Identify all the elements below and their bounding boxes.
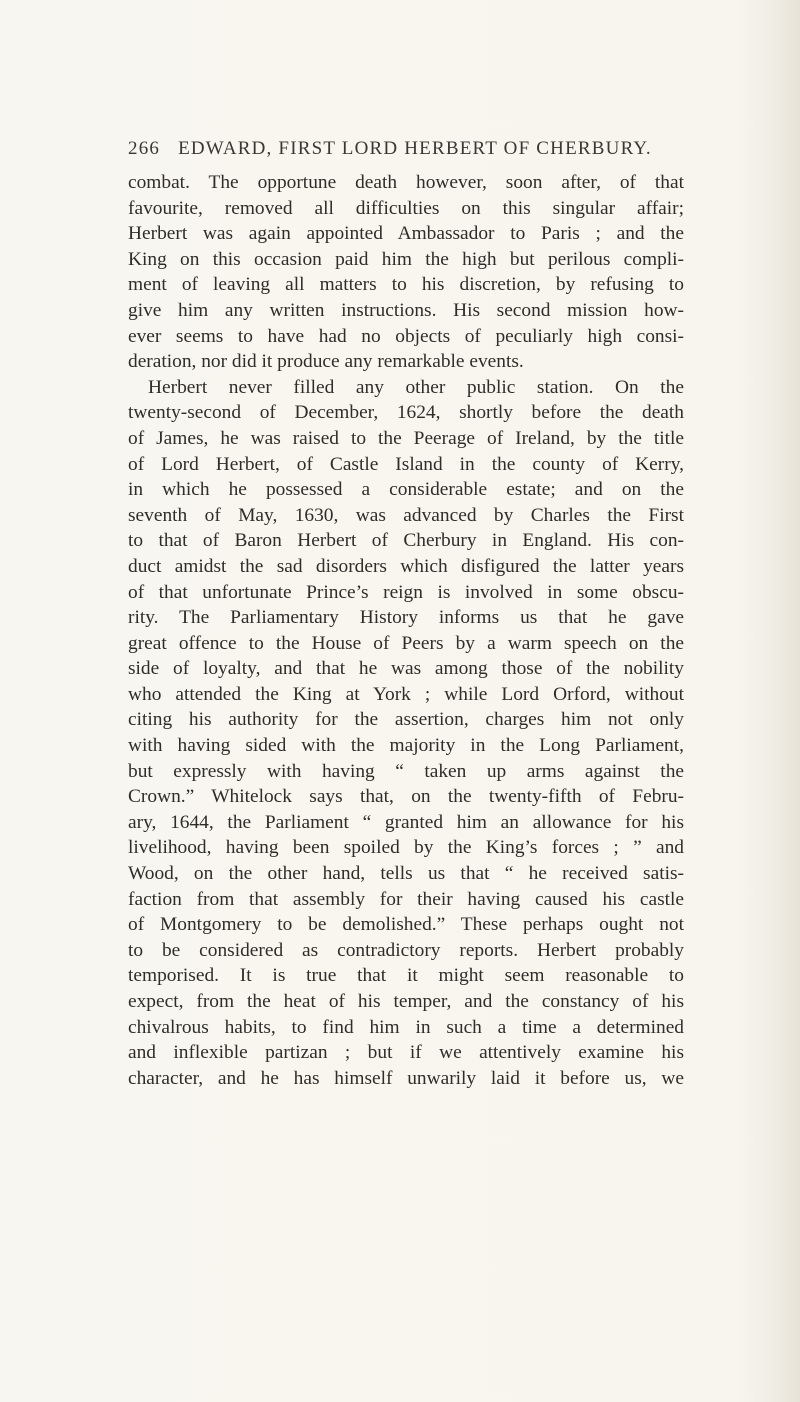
text-line: Herbert was again appointed Ambassador to Paris ; and the (128, 223, 684, 245)
text-line: citing his authority for the assertion, charges him not only (128, 709, 684, 731)
running-title: EDWARD, FIRST LORD HERBERT OF CHERBURY. (178, 138, 652, 159)
text-line: and inflexible partizan ; but if we attentively examine his (128, 1042, 684, 1064)
text-line: seventh of May, 1630, was advanced by Charles the First (128, 504, 684, 526)
text-line: to that of Baron Herbert of Cherbury in England. His con- (128, 530, 684, 552)
text-line: rity. The Parliamentary History informs us that he gave (128, 607, 684, 629)
text-line: faction from that assembly for their having caused his castle (128, 888, 684, 910)
text-line: great offence to the House of Peers by a warm speech on the (128, 632, 684, 654)
text-line: Crown.” Whitelock says that, on the twenty-fifth of Febru- (128, 786, 684, 808)
running-header (128, 138, 688, 160)
text-line: character, and he has himself unwarily laid it before us, we (128, 1067, 684, 1089)
text-line: Herbert never filled any other public station. On the (148, 376, 684, 398)
text-line: in which he possessed a considerable estate; and on the (128, 479, 684, 501)
page-number: 266 (128, 138, 161, 159)
text-line: to be considered as contradictory reports. Herbert probably (128, 939, 684, 961)
text-line: of Montgomery to be demolished.” These perhaps ought not (128, 914, 684, 936)
text-line: ever seems to have had no objects of peculiarly high consi- (128, 325, 684, 347)
text-line: of James, he was raised to the Peerage of Ireland, by the title (128, 427, 684, 449)
text-line: temporised. It is true that it might seem reasonable to (128, 965, 684, 987)
text-line: combat. The opportune death however, soon after, of that (128, 172, 684, 193)
text-line: duct amidst the sad disorders which disfigured the latter years (128, 555, 684, 577)
text-line: ary, 1644, the Parliament “ granted him an allowance for his (128, 811, 684, 833)
text-line: with having sided with the majority in the Long Parliament, (128, 735, 684, 757)
text-line: Wood, on the other hand, tells us that “ he received satis- (128, 863, 684, 885)
text-line: expect, from the heat of his temper, and the constancy of his (128, 991, 684, 1012)
text-line: give him any written instructions. His second mission how- (128, 299, 684, 321)
text-line: ment of leaving all matters to his discretion, by refusing to (128, 274, 684, 296)
text-line: livelihood, having been spoiled by the King’s forces ; ” and (128, 837, 684, 859)
text-line: who attended the King at York ; while Lord Orford, without (128, 683, 684, 705)
text-line: deration, nor did it produce any remarkable events. (128, 351, 524, 373)
text-line: chivalrous habits, to find him in such a time a determined (128, 1016, 684, 1038)
body-text (128, 170, 684, 1091)
text-line: King on this occasion paid him the high but perilous compli- (128, 248, 684, 270)
text-line: but expressly with having “ taken up arms against the (128, 760, 684, 782)
text-line: favourite, removed all difficulties on this singular affair; (128, 197, 684, 219)
text-line: of that unfortunate Prince’s reign is involved in some obscu- (128, 581, 684, 603)
text-line: twenty-second of December, 1624, shortly before the death (128, 402, 684, 424)
text-line: of Lord Herbert, of Castle Island in the county of Kerry, (128, 453, 684, 475)
text-line: side of loyalty, and that he was among those of the nobility (128, 658, 684, 680)
